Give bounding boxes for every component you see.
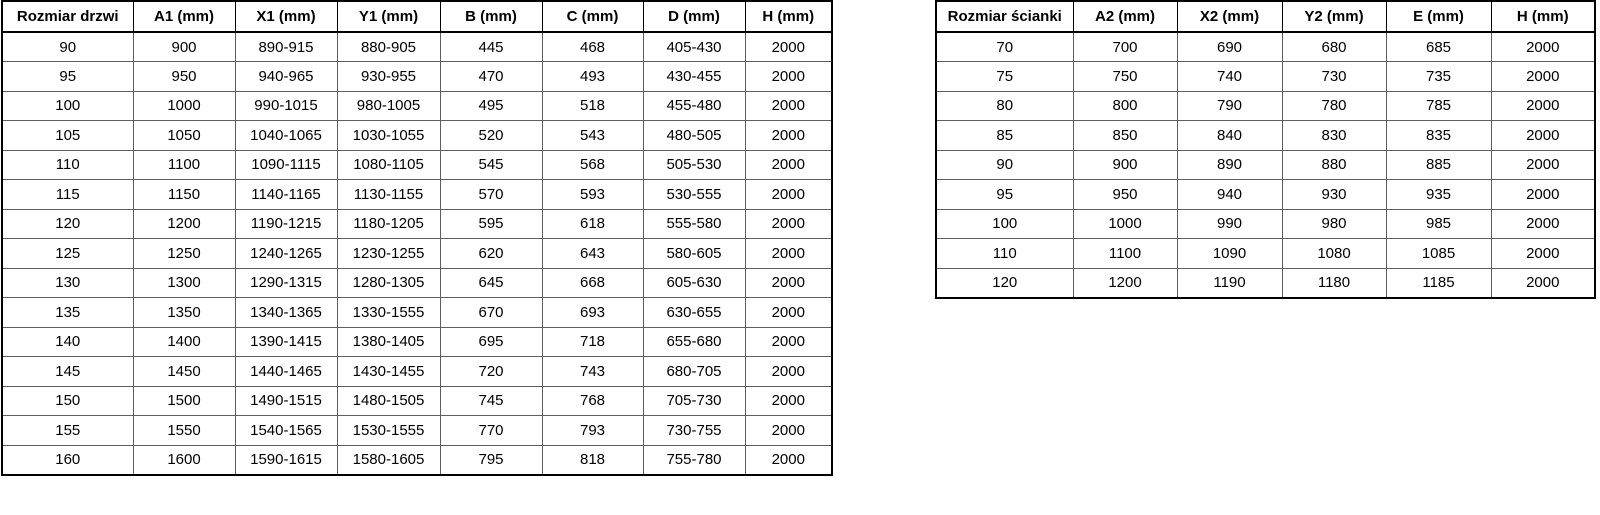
table-cell: 1440-1465 [235,357,337,387]
table-cell: 555-580 [643,209,745,239]
table-cell: 1200 [133,209,235,239]
table-cell: 595 [440,209,542,239]
table-cell: 1100 [133,150,235,180]
table-row [2,121,832,151]
table-cell: 643 [542,239,643,269]
table-cell: 580-605 [643,239,745,269]
table-cell: 2000 [1491,209,1595,239]
table-cell: 160 [2,445,133,475]
table-cell: 735 [1386,62,1491,92]
table-cell: 1400 [133,327,235,357]
table-cell: 795 [440,445,542,475]
table-cell: 1350 [133,298,235,328]
table-cell: 1180 [1282,268,1386,298]
column-header: Y1 (mm) [337,1,440,32]
table-cell: 940 [1177,180,1282,210]
table-cell: 1190-1215 [235,209,337,239]
table-cell: 670 [440,298,542,328]
table-cell: 1280-1305 [337,268,440,298]
table-row [2,268,832,298]
table-cell: 730-755 [643,416,745,446]
table-cell: 830 [1282,121,1386,151]
table-cell: 493 [542,62,643,92]
column-header: H (mm) [1491,1,1595,32]
table-cell: 1540-1565 [235,416,337,446]
column-header: B (mm) [440,1,542,32]
table-row [2,357,832,387]
table-cell: 900 [133,32,235,62]
column-header: C (mm) [542,1,643,32]
column-header: A1 (mm) [133,1,235,32]
table-cell: 90 [936,150,1073,180]
table-cell: 900 [1073,150,1177,180]
table-cell: 700 [1073,32,1177,62]
table-row [2,327,832,357]
table-cell: 140 [2,327,133,357]
table-cell: 1090-1115 [235,150,337,180]
table-cell: 880-905 [337,32,440,62]
table-cell: 150 [2,386,133,416]
table-cell: 930-955 [337,62,440,92]
table-cell: 110 [936,239,1073,269]
table-cell: 990-1015 [235,91,337,121]
table-cell: 605-630 [643,268,745,298]
table-cell: 685 [1386,32,1491,62]
table-cell: 115 [2,180,133,210]
table-cell: 790 [1177,91,1282,121]
table-cell: 75 [936,62,1073,92]
table-cell: 740 [1177,62,1282,92]
table-cell: 2000 [1491,180,1595,210]
table-row [936,91,1595,121]
table-cell: 2000 [1491,239,1595,269]
table-cell: 770 [440,416,542,446]
table-cell: 750 [1073,62,1177,92]
table-cell: 705-730 [643,386,745,416]
table-cell: 1180-1205 [337,209,440,239]
table-row [936,32,1595,62]
table-cell: 818 [542,445,643,475]
table-cell: 2000 [745,209,832,239]
table-cell: 720 [440,357,542,387]
table-cell: 680 [1282,32,1386,62]
table-cell: 130 [2,268,133,298]
table-cell: 470 [440,62,542,92]
table-cell: 890 [1177,150,1282,180]
table-cell: 120 [936,268,1073,298]
table-cell: 930 [1282,180,1386,210]
table-cell: 1480-1505 [337,386,440,416]
table-cell: 1050 [133,121,235,151]
table-cell: 2000 [745,357,832,387]
table-cell: 985 [1386,209,1491,239]
table-cell: 695 [440,327,542,357]
table-cell: 543 [542,121,643,151]
table-cell: 690 [1177,32,1282,62]
table-cell: 755-780 [643,445,745,475]
table-cell: 90 [2,32,133,62]
table-cell: 1600 [133,445,235,475]
table-cell: 940-965 [235,62,337,92]
table-cell: 840 [1177,121,1282,151]
table-row [936,150,1595,180]
table-cell: 1250 [133,239,235,269]
table-cell: 1530-1555 [337,416,440,446]
table-row [2,91,832,121]
table-cell: 768 [542,386,643,416]
column-header: E (mm) [1386,1,1491,32]
table-cell: 718 [542,327,643,357]
table-cell: 1040-1065 [235,121,337,151]
table-cell: 730 [1282,62,1386,92]
table-cell: 145 [2,357,133,387]
table-cell: 1550 [133,416,235,446]
table-cell: 780 [1282,91,1386,121]
table-cell: 1080 [1282,239,1386,269]
table-cell: 2000 [1491,150,1595,180]
table-cell: 2000 [745,121,832,151]
table-cell: 495 [440,91,542,121]
table-cell: 950 [133,62,235,92]
column-header: D (mm) [643,1,745,32]
table-row [936,209,1595,239]
table-cell: 1590-1615 [235,445,337,475]
table-cell: 518 [542,91,643,121]
table-cell: 1230-1255 [337,239,440,269]
table-row [2,445,832,475]
table-cell: 1200 [1073,268,1177,298]
table-cell: 95 [2,62,133,92]
table-cell: 2000 [1491,91,1595,121]
table-cell: 520 [440,121,542,151]
table-cell: 1000 [133,91,235,121]
table-cell: 480-505 [643,121,745,151]
table-cell: 2000 [745,268,832,298]
door-size-table [1,0,833,476]
table-cell: 693 [542,298,643,328]
column-header: X1 (mm) [235,1,337,32]
table-cell: 100 [2,91,133,121]
table-cell: 745 [440,386,542,416]
table-cell: 630-655 [643,298,745,328]
table-cell: 430-455 [643,62,745,92]
table-row [2,386,832,416]
wall-size-table [935,0,1596,299]
table-cell: 890-915 [235,32,337,62]
table-cell: 668 [542,268,643,298]
table-cell: 2000 [745,62,832,92]
table-cell: 100 [936,209,1073,239]
table-cell: 2000 [745,386,832,416]
column-header: Rozmiar ścianki [936,1,1073,32]
table-cell: 1185 [1386,268,1491,298]
table-row [936,239,1595,269]
table-cell: 1100 [1073,239,1177,269]
table-cell: 85 [936,121,1073,151]
table-cell: 935 [1386,180,1491,210]
table-cell: 2000 [745,91,832,121]
table-cell: 593 [542,180,643,210]
table-cell: 2000 [745,150,832,180]
table-cell: 2000 [745,32,832,62]
table-row [936,62,1595,92]
header-row [936,1,1595,32]
table-row [936,268,1595,298]
table-cell: 2000 [745,327,832,357]
table-cell: 655-680 [643,327,745,357]
table-cell: 1450 [133,357,235,387]
table-row [2,416,832,446]
table-cell: 125 [2,239,133,269]
table-cell: 545 [440,150,542,180]
table-cell: 1150 [133,180,235,210]
table-cell: 1130-1155 [337,180,440,210]
table-cell: 2000 [745,239,832,269]
table-row [936,121,1595,151]
table-cell: 680-705 [643,357,745,387]
table-cell: 1290-1315 [235,268,337,298]
table-row [936,180,1595,210]
table-cell: 1300 [133,268,235,298]
table-cell: 1500 [133,386,235,416]
table-cell: 990 [1177,209,1282,239]
table-cell: 2000 [1491,268,1595,298]
table-cell: 2000 [745,416,832,446]
table-cell: 2000 [745,445,832,475]
table-cell: 530-555 [643,180,745,210]
table-cell: 950 [1073,180,1177,210]
table-cell: 1340-1365 [235,298,337,328]
table-cell: 110 [2,150,133,180]
table-cell: 618 [542,209,643,239]
table-cell: 645 [440,268,542,298]
table-cell: 2000 [1491,121,1595,151]
table-cell: 1190 [1177,268,1282,298]
table-row [2,209,832,239]
table-row [2,298,832,328]
table-row [2,150,832,180]
table-row [2,180,832,210]
table-cell: 743 [542,357,643,387]
table-row [2,62,832,92]
table-cell: 105 [2,121,133,151]
table-cell: 2000 [745,298,832,328]
table-cell: 570 [440,180,542,210]
table-cell: 1580-1605 [337,445,440,475]
table-cell: 405-430 [643,32,745,62]
table-cell: 505-530 [643,150,745,180]
table-cell: 568 [542,150,643,180]
table-cell: 1080-1105 [337,150,440,180]
table-cell: 2000 [1491,62,1595,92]
table-cell: 850 [1073,121,1177,151]
table-cell: 1085 [1386,239,1491,269]
table-cell: 120 [2,209,133,239]
table-cell: 1430-1455 [337,357,440,387]
column-header: Rozmiar drzwi [2,1,133,32]
table-cell: 880 [1282,150,1386,180]
table-cell: 1380-1405 [337,327,440,357]
table-cell: 1030-1055 [337,121,440,151]
table-cell: 980 [1282,209,1386,239]
table-cell: 1240-1265 [235,239,337,269]
header-row [2,1,832,32]
table-cell: 1140-1165 [235,180,337,210]
table-cell: 135 [2,298,133,328]
table-cell: 1390-1415 [235,327,337,357]
table-cell: 793 [542,416,643,446]
table-cell: 445 [440,32,542,62]
table-cell: 1000 [1073,209,1177,239]
table-cell: 980-1005 [337,91,440,121]
table-cell: 835 [1386,121,1491,151]
table-cell: 885 [1386,150,1491,180]
column-header: H (mm) [745,1,832,32]
table-row [2,239,832,269]
table-cell: 455-480 [643,91,745,121]
table-cell: 2000 [1491,32,1595,62]
table-cell: 468 [542,32,643,62]
table-cell: 95 [936,180,1073,210]
table-cell: 80 [936,91,1073,121]
table-cell: 1330-1555 [337,298,440,328]
table-cell: 155 [2,416,133,446]
table-cell: 2000 [745,180,832,210]
table-cell: 800 [1073,91,1177,121]
table-cell: 785 [1386,91,1491,121]
column-header: A2 (mm) [1073,1,1177,32]
column-header: X2 (mm) [1177,1,1282,32]
table-cell: 70 [936,32,1073,62]
column-header: Y2 (mm) [1282,1,1386,32]
table-cell: 1490-1515 [235,386,337,416]
table-cell: 620 [440,239,542,269]
table-cell: 1090 [1177,239,1282,269]
table-row [2,32,832,62]
